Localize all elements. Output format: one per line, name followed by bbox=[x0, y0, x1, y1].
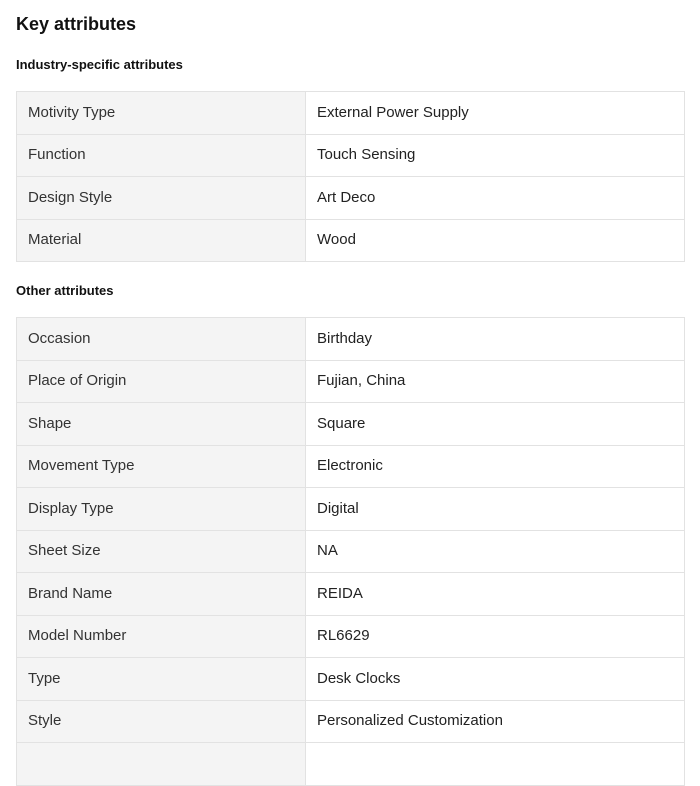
industry-attributes-table bbox=[16, 91, 685, 262]
attribute-value: External Power Supply bbox=[306, 92, 685, 135]
attribute-key: Shape bbox=[17, 403, 306, 446]
table-row bbox=[17, 488, 685, 531]
table-row bbox=[17, 219, 685, 262]
attribute-value: Square bbox=[306, 403, 685, 446]
attribute-key: Design Style bbox=[17, 177, 306, 220]
attribute-value: Art Deco bbox=[306, 177, 685, 220]
industry-attributes-heading: Industry-specific attributes bbox=[16, 57, 183, 72]
table-row bbox=[17, 445, 685, 488]
attribute-value bbox=[306, 743, 685, 786]
table-row bbox=[17, 700, 685, 743]
table-row bbox=[17, 615, 685, 658]
attribute-key: Display Type bbox=[17, 488, 306, 531]
attribute-value: NA bbox=[306, 530, 685, 573]
table-row bbox=[17, 658, 685, 701]
attribute-value: REIDA bbox=[306, 573, 685, 616]
attribute-value: Electronic bbox=[306, 445, 685, 488]
attribute-value: RL6629 bbox=[306, 615, 685, 658]
attribute-value: Touch Sensing bbox=[306, 134, 685, 177]
attribute-value: Personalized Customization bbox=[306, 700, 685, 743]
table-row bbox=[17, 530, 685, 573]
table-row bbox=[17, 743, 685, 786]
attribute-value: Digital bbox=[306, 488, 685, 531]
attribute-key: Occasion bbox=[17, 318, 306, 361]
other-attributes-body bbox=[17, 318, 685, 786]
table-row bbox=[17, 177, 685, 220]
attribute-key: Type bbox=[17, 658, 306, 701]
table-row bbox=[17, 403, 685, 446]
attribute-key: Sheet Size bbox=[17, 530, 306, 573]
table-row bbox=[17, 573, 685, 616]
attribute-value: Fujian, China bbox=[306, 360, 685, 403]
attribute-key: Brand Name bbox=[17, 573, 306, 616]
attribute-key: Model Number bbox=[17, 615, 306, 658]
attribute-key: Material bbox=[17, 219, 306, 262]
attribute-key: Function bbox=[17, 134, 306, 177]
attribute-key: Place of Origin bbox=[17, 360, 306, 403]
other-attributes-heading: Other attributes bbox=[16, 283, 114, 298]
table-row bbox=[17, 134, 685, 177]
attribute-key: Movement Type bbox=[17, 445, 306, 488]
attribute-key: Motivity Type bbox=[17, 92, 306, 135]
attribute-value: Wood bbox=[306, 219, 685, 262]
industry-attributes-body bbox=[17, 92, 685, 262]
attribute-value: Desk Clocks bbox=[306, 658, 685, 701]
table-row bbox=[17, 92, 685, 135]
page-title: Key attributes bbox=[16, 14, 137, 34]
attribute-key: Style bbox=[17, 700, 306, 743]
table-row bbox=[17, 360, 685, 403]
table-row bbox=[17, 318, 685, 361]
attribute-key bbox=[17, 743, 306, 786]
other-attributes-table bbox=[16, 317, 685, 786]
attribute-value: Birthday bbox=[306, 318, 685, 361]
